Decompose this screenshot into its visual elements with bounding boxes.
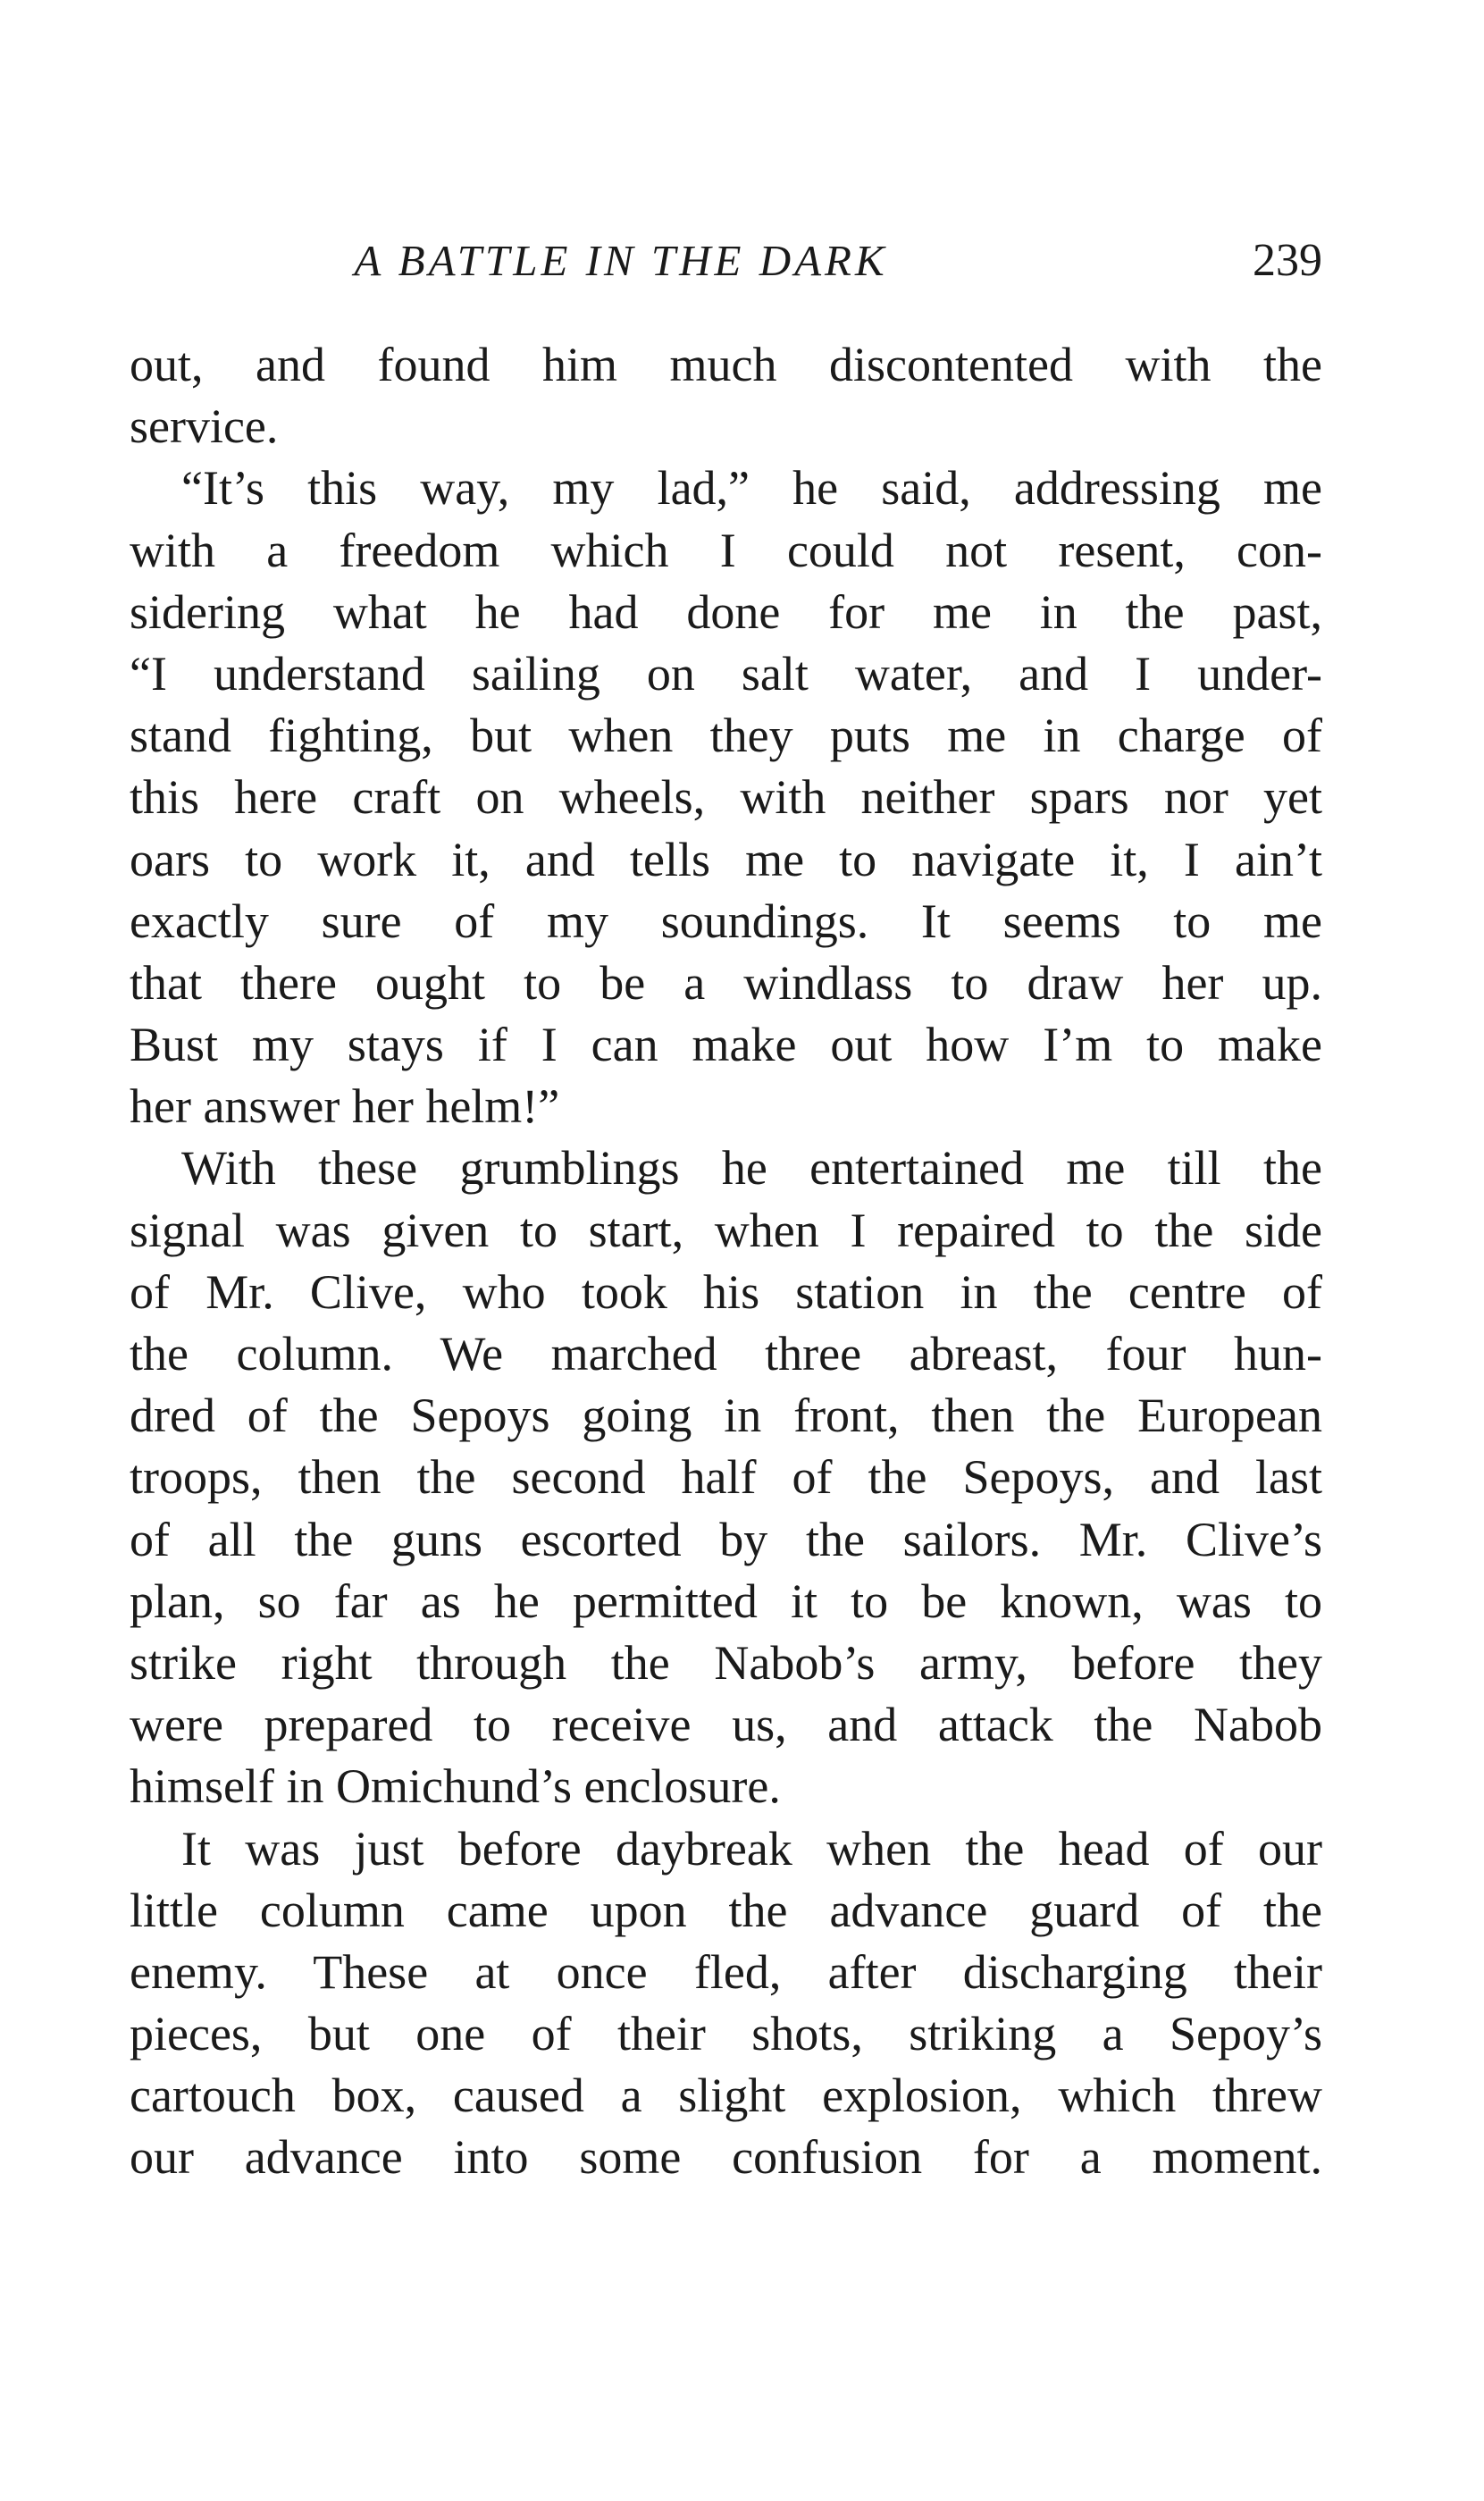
text-line: out, and found him much discontented with the: [130, 338, 1322, 391]
paragraph-2: [130, 457, 1322, 1137]
text-line: It was just before daybreak when the head of our: [181, 1821, 1322, 1876]
text-line: of Mr. Clive, who took his station in the centre of: [130, 1264, 1322, 1319]
text-line: signal was given to start, when I repaired to the side: [130, 1203, 1322, 1257]
text-line: cartouch box, caused a slight explosion, which threw: [130, 2069, 1322, 2123]
paragraph-4: [130, 1818, 1322, 2189]
text-line: with a freedom which I could not resent, con-: [130, 523, 1322, 577]
paragraph-1: [130, 334, 1322, 457]
body-text: [130, 334, 1322, 2189]
text-line: our advance into some confusion for a moment.: [130, 2130, 1322, 2185]
text-line: stand fighting, but when they puts me in charge of: [130, 709, 1322, 763]
text-line: little column came upon the advance guard of the: [130, 1883, 1322, 1937]
text-line: of all the guns escorted by the sailors. Mr. Clive’s: [130, 1512, 1322, 1566]
text-line: “It’s this way, my lad,” he said, addressing me: [181, 461, 1322, 516]
text-line: “I understand sailing on salt water, and I under-: [130, 646, 1322, 701]
paragraph-3: [130, 1137, 1322, 1817]
page-header: [130, 234, 1322, 288]
text-line: service.: [130, 399, 279, 454]
text-line: With these grumblings he entertained me till the: [181, 1141, 1322, 1196]
text-line: this here craft on wheels, with neither spars nor yet: [130, 770, 1322, 825]
text-line: were prepared to receive us, and attack the Nabob: [130, 1698, 1322, 1752]
text-line: oars to work it, and tells me to navigate it, I ain’t: [130, 832, 1322, 886]
running-title: A BATTLE IN THE DARK: [354, 236, 888, 285]
text-line: enemy. These at once fled, after discharging their: [130, 1944, 1322, 1999]
text-line: that there ought to be a windlass to draw her up.: [130, 955, 1322, 1010]
text-line: pieces, but one of their shots, striking a Sepoy’s: [130, 2007, 1322, 2061]
text-line: her answer her helm!”: [130, 1079, 560, 1134]
text-line: Bust my stays if I can make out how I’m to make: [130, 1018, 1322, 1072]
page-number: 239: [1253, 235, 1322, 286]
text-line: himself in Omichund’s enclosure.: [130, 1759, 781, 1814]
text-line: exactly sure of my soundings. It seems to me: [130, 894, 1322, 948]
text-line: dred of the Sepoys going in front, then the European: [130, 1389, 1322, 1443]
text-line: plan, so far as he permitted it to be known, was to: [130, 1574, 1322, 1628]
text-line: troops, then the second half of the Sepoys, and last: [130, 1450, 1322, 1505]
text-line: the column. We marched three abreast, four hun-: [130, 1327, 1322, 1381]
text-line: sidering what he had done for me in the past,: [130, 584, 1322, 639]
text-line: strike right through the Nabob’s army, before they: [130, 1635, 1322, 1690]
